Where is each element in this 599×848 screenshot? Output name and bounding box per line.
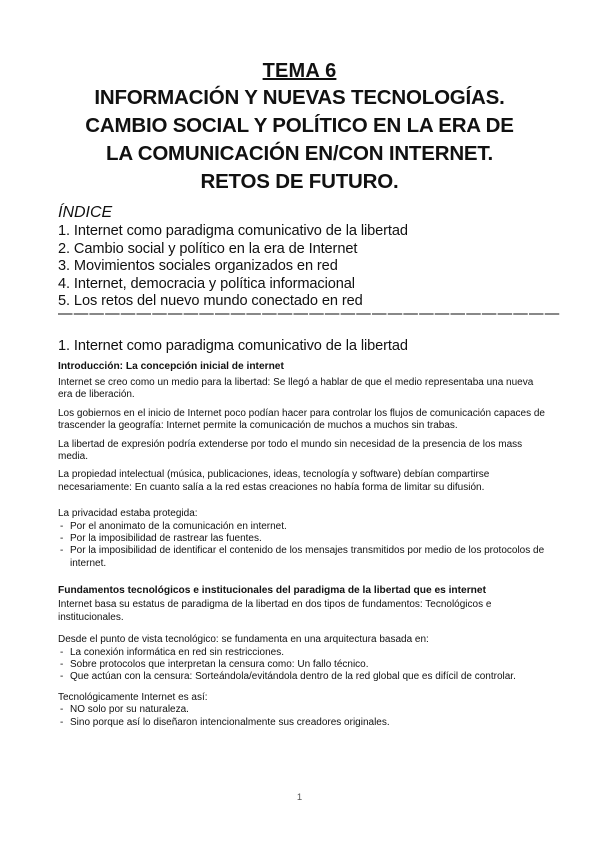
page-number: 1 (296, 792, 303, 803)
paragraph: Los gobiernos en el inicio de Internet poco podían hacer para controlar los flujos de comunicación capaces de trascender la geografía: Internet permite la comunicación de muchos a muchos sin trabas. (58, 407, 545, 432)
dashed-divider: ———————————————————————————————— (58, 306, 561, 322)
list-item: - Por la imposibilidad de rastrear las fuentes. (58, 533, 548, 545)
privacy-intro: La privacidad estaba protegida: (58, 508, 198, 520)
table-of-contents (58, 203, 548, 311)
title-line: LA COMUNICACIÓN EN/CON INTERNET. (106, 142, 493, 165)
tech-list (58, 647, 548, 684)
toc-heading: ÍNDICE (58, 204, 113, 221)
toc-item: 4. Internet, democracia y política informacional (58, 275, 355, 292)
list-item: - Por el anonimato de la comunicación en internet. (58, 521, 548, 533)
tech-intro: Desde el punto de vista tecnológico: se fundamenta en una arquitectura basada en: (58, 634, 429, 646)
paragraph: Internet se creo como un medio para la libertad: Se llegó a hablar de que el medio representaba una nueva era de liberación. (58, 377, 534, 401)
list-item: - Sobre protocolos que interpretan la censura como: Un fallo técnico. (58, 659, 548, 671)
tema-label: TEMA 6 (262, 60, 337, 82)
paragraph: La propiedad intelectual (música, publicaciones, ideas, tecnología y software) debían compartirse necesariamente: En cuanto salía a la red estas creaciones no había forma de limitar su difusión. (58, 469, 490, 493)
free-list (58, 704, 548, 729)
list-item: - Por la imposibilidad de identificar el contenido de los mensajes transmitidos por medio de los protocolos de internet. (58, 545, 548, 570)
intro-heading: Introducción: La concepción inicial de internet (58, 361, 284, 372)
section-heading: 1. Internet como paradigma comunicativo de la libertad (58, 338, 408, 354)
list-item: - Sino porque así lo diseñaron intencionalmente sus creadores originales. (58, 717, 548, 729)
toc-item: 1. Internet como paradigma comunicativo de la libertad (58, 223, 408, 239)
title-line: RETOS DE FUTURO. (200, 170, 399, 193)
list-item: - NO solo por su naturaleza. (58, 704, 548, 716)
toc-item: 3. Movimientos sociales organizados en red (58, 258, 338, 275)
toc-item: 5. Los retos del nuevo mundo conectado en red (58, 293, 363, 310)
list-item: - La conexión informática en red sin restricciones. (58, 647, 548, 659)
paragraph: Internet basa su estatus de paradigma de la libertad en dos tipos de fundamentos: Tecnológicos e institucionales. (58, 599, 492, 623)
paragraph: La libertad de expresión podría extenderse por todo el mundo sin necesidad de la presencia de los mass media. (58, 438, 523, 463)
section-body (58, 360, 548, 729)
title-block (20, 58, 579, 196)
fundamentos-heading: Fundamentos tecnológicos e institucionales del paradigma de la libertad que es internet (58, 585, 486, 597)
title-line: INFORMACIÓN Y NUEVAS TECNOLOGÍAS. (94, 86, 505, 109)
toc-item: 2. Cambio social y político en la era de Internet (58, 240, 358, 257)
privacy-list (58, 521, 548, 571)
list-item: - Que actúan con la censura: Sorteándola/evitándola dentro de la red global que es difícil de controlar. (58, 671, 548, 683)
free-intro: Tecnológicamente Internet es así: (58, 691, 208, 703)
title-line: CAMBIO SOCIAL Y POLÍTICO EN LA ERA DE (85, 114, 514, 137)
